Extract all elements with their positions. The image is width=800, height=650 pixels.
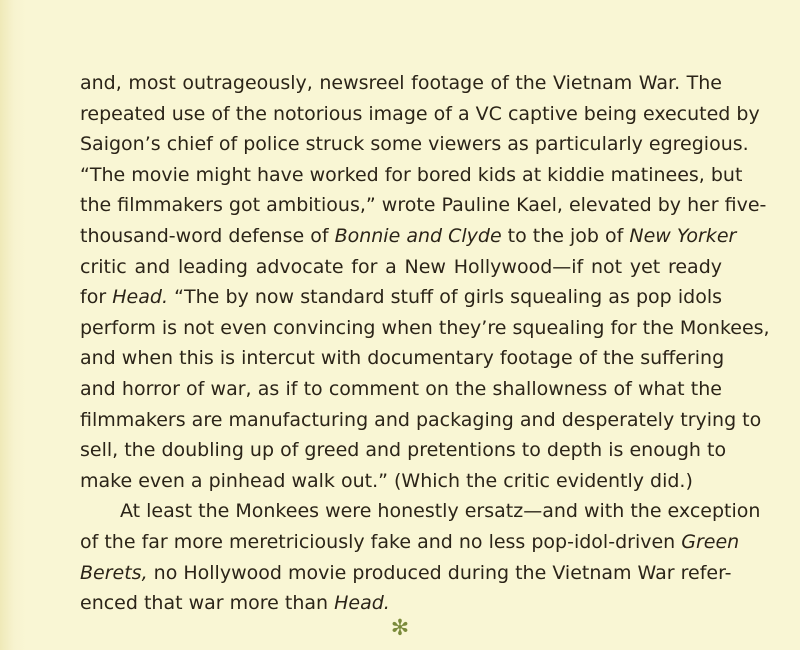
text-line <box>80 68 722 99</box>
text-span: and when this is intercut with documentary footage of the suffering <box>80 347 725 370</box>
text-span: Saigon’s chief of police struck some viewers as particularly egregious. <box>80 133 749 156</box>
text-span: sell, the doubling up of greed and pretentions to depth is enough to <box>80 439 727 462</box>
text-span: and, most outrageously, newsreel footage of the Vietnam War. The <box>80 72 722 94</box>
asterism-ornament-icon: ✻ <box>390 616 410 641</box>
text-line <box>80 190 767 221</box>
text-span: enced that war more than <box>80 592 335 615</box>
paragraph-1 <box>80 68 770 496</box>
text-span: to the job of <box>501 224 630 247</box>
film-title-italic: Berets, <box>80 561 148 584</box>
text-line <box>80 160 743 191</box>
text-line <box>80 527 740 558</box>
text-span: no Hollywood movie produced during the Vietnam War refer- <box>147 561 732 584</box>
text-span: the filmmakers got ambitious,” wrote Pauline Kael, elevated by her five- <box>80 194 767 217</box>
text-line <box>80 282 722 313</box>
text-line <box>80 435 727 466</box>
text-line <box>80 221 737 252</box>
text-span: At least the Monkees were honestly ersatz—and with the exception <box>120 500 761 523</box>
text-line <box>80 252 722 283</box>
film-title-italic: Green <box>681 530 740 553</box>
text-span: perform is not even convincing when they’re squealing for the Monkees, <box>80 316 770 339</box>
text-line <box>80 99 760 130</box>
text-span: thousand-word defense of <box>80 224 335 247</box>
film-title-italic: Head. <box>112 286 168 309</box>
text-line <box>80 558 732 589</box>
text-span: filmmakers are manufacturing and packaging and desperately trying to <box>80 408 762 431</box>
text-span: repeated use of the notorious image of a VC captive being executed by <box>80 102 760 125</box>
text-span: of the far more meretriciously fake and no less pop-idol-driven <box>80 530 682 553</box>
book-title-italic: Bonnie and Clyde <box>334 224 502 247</box>
text-line <box>80 313 770 344</box>
paragraph-2 <box>80 496 761 618</box>
text-line <box>80 129 749 160</box>
text-line <box>80 466 722 497</box>
magazine-title-italic: New Yorker <box>629 224 737 247</box>
text-span: for <box>80 286 113 309</box>
text-line <box>80 405 762 436</box>
text-line <box>80 374 722 405</box>
text-span: and horror of war, as if to comment on the shallowness of what the <box>80 377 722 400</box>
text-line <box>80 343 725 374</box>
text-span: “The by now standard stuff of girls squealing as pop idols <box>168 286 722 309</box>
body-text <box>80 68 770 619</box>
film-title-italic: Head. <box>334 592 390 615</box>
text-span: “The movie might have worked for bored kids at kiddie matinees, but <box>80 163 743 186</box>
text-line <box>80 496 761 527</box>
text-span: make even a pinhead walk out.” (Which the critic evidently did.) <box>80 469 693 492</box>
text-line <box>80 588 722 619</box>
text-span: critic and leading advocate for a New Hollywood—if not yet ready <box>80 255 722 278</box>
